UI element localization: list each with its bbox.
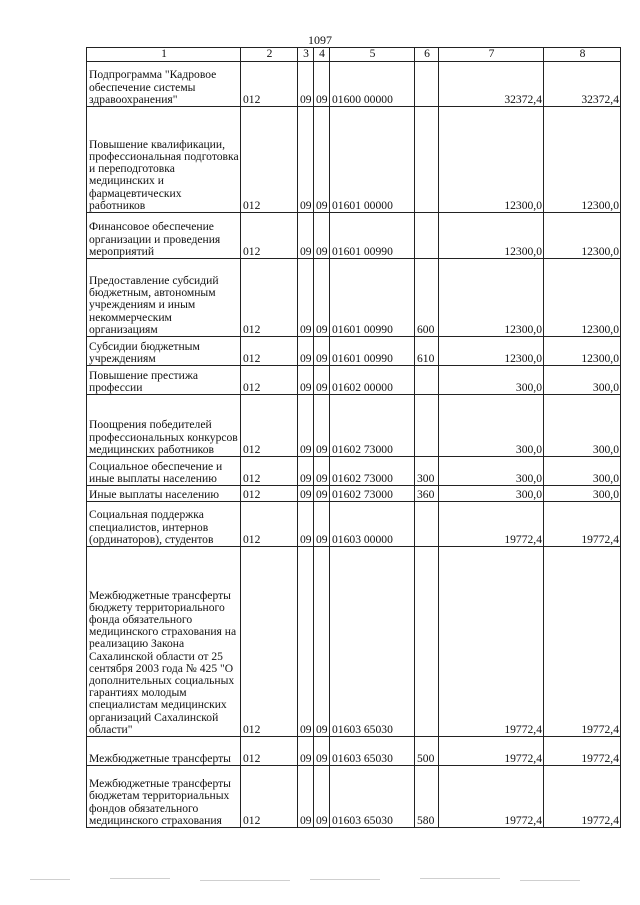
cell-expense-type [415, 502, 439, 547]
page-number: 1097 [308, 33, 332, 47]
cell-amount: 300,0 [439, 395, 544, 457]
cell-section: 09 [298, 107, 314, 213]
cell-name: Финансовое обеспечение организации и проведения мероприятий [87, 213, 241, 259]
column-header: 3 [298, 48, 314, 62]
cell-amount: 12300,0 [544, 259, 621, 337]
cell-section: 09 [298, 337, 314, 366]
cell-name: Поощрения победителей профессиональных конкурсов медицинских работников [87, 395, 241, 457]
cell-target-article: 01602 73000 [330, 395, 415, 457]
cell-amount: 300,0 [439, 457, 544, 486]
scan-noise [0, 876, 640, 884]
cell-expense-type [415, 366, 439, 395]
cell-code: 012 [241, 457, 298, 486]
cell-section: 09 [298, 395, 314, 457]
cell-expense-type [415, 62, 439, 107]
cell-subsection: 09 [314, 259, 330, 337]
table-row [87, 62, 621, 107]
cell-amount: 12300,0 [544, 337, 621, 366]
table-body [87, 48, 621, 828]
table-row [87, 259, 621, 337]
cell-subsection: 09 [314, 395, 330, 457]
cell-expense-type: 500 [415, 737, 439, 766]
column-header: 1 [87, 48, 241, 62]
cell-section: 09 [298, 259, 314, 337]
cell-subsection: 09 [314, 486, 330, 502]
cell-amount: 300,0 [439, 366, 544, 395]
cell-amount: 19772,4 [544, 766, 621, 828]
table-row [87, 107, 621, 213]
cell-amount: 19772,4 [439, 766, 544, 828]
cell-subsection: 09 [314, 766, 330, 828]
cell-code: 012 [241, 337, 298, 366]
cell-section: 09 [298, 766, 314, 828]
cell-amount: 19772,4 [439, 502, 544, 547]
cell-amount: 12300,0 [439, 259, 544, 337]
cell-amount: 300,0 [544, 457, 621, 486]
cell-expense-type: 360 [415, 486, 439, 502]
cell-code: 012 [241, 62, 298, 107]
table-row [87, 547, 621, 737]
table-row [87, 766, 621, 828]
cell-name: Субсидии бюджетным учреждениям [87, 337, 241, 366]
column-header: 8 [544, 48, 621, 62]
table-row [87, 366, 621, 395]
cell-code: 012 [241, 259, 298, 337]
cell-section: 09 [298, 366, 314, 395]
cell-code: 012 [241, 213, 298, 259]
cell-subsection: 09 [314, 457, 330, 486]
cell-amount: 300,0 [544, 395, 621, 457]
cell-section: 09 [298, 547, 314, 737]
column-header: 5 [330, 48, 415, 62]
cell-amount: 300,0 [439, 486, 544, 502]
cell-code: 012 [241, 395, 298, 457]
cell-subsection: 09 [314, 62, 330, 107]
cell-amount: 19772,4 [439, 737, 544, 766]
cell-name: Предоставление субсидий бюджетным, автономным учреждениям и иным некоммерческим организациям [87, 259, 241, 337]
cell-name: Межбюджетные трансферты [87, 737, 241, 766]
cell-subsection: 09 [314, 737, 330, 766]
table-row [87, 737, 621, 766]
cell-section: 09 [298, 62, 314, 107]
cell-name: Межбюджетные трансферты бюджетам территориальных фондов обязательного медицинского страхования [87, 766, 241, 828]
cell-expense-type [415, 547, 439, 737]
cell-expense-type: 600 [415, 259, 439, 337]
cell-section: 09 [298, 213, 314, 259]
table-row [87, 457, 621, 486]
cell-amount: 12300,0 [439, 213, 544, 259]
cell-code: 012 [241, 486, 298, 502]
cell-target-article: 01603 65030 [330, 766, 415, 828]
cell-amount: 32372,4 [439, 62, 544, 107]
cell-name: Подпрограмма "Кадровое обеспечение системы здравоохранения" [87, 62, 241, 107]
cell-target-article: 01601 00000 [330, 107, 415, 213]
cell-code: 012 [241, 766, 298, 828]
cell-target-article: 01603 65030 [330, 547, 415, 737]
cell-code: 012 [241, 366, 298, 395]
cell-expense-type: 580 [415, 766, 439, 828]
column-header: 4 [314, 48, 330, 62]
cell-amount: 19772,4 [439, 547, 544, 737]
cell-section: 09 [298, 457, 314, 486]
cell-name: Повышение квалификации, профессиональная подготовка и переподготовка медицинских и фармацевтических работников [87, 107, 241, 213]
cell-amount: 19772,4 [544, 502, 621, 547]
cell-subsection: 09 [314, 213, 330, 259]
table-row [87, 486, 621, 502]
cell-target-article: 01602 73000 [330, 457, 415, 486]
cell-subsection: 09 [314, 337, 330, 366]
table-row [87, 213, 621, 259]
cell-amount: 300,0 [544, 366, 621, 395]
cell-code: 012 [241, 547, 298, 737]
cell-amount: 300,0 [544, 486, 621, 502]
cell-subsection: 09 [314, 547, 330, 737]
cell-amount: 19772,4 [544, 737, 621, 766]
cell-target-article: 01602 73000 [330, 486, 415, 502]
cell-amount: 12300,0 [544, 107, 621, 213]
cell-expense-type [415, 213, 439, 259]
cell-subsection: 09 [314, 502, 330, 547]
cell-expense-type: 300 [415, 457, 439, 486]
cell-amount: 12300,0 [439, 107, 544, 213]
budget-table [86, 47, 621, 828]
column-header: 7 [439, 48, 544, 62]
cell-section: 09 [298, 486, 314, 502]
cell-expense-type [415, 395, 439, 457]
cell-target-article: 01601 00990 [330, 259, 415, 337]
column-header: 6 [415, 48, 439, 62]
cell-section: 09 [298, 737, 314, 766]
table-row [87, 502, 621, 547]
cell-name: Социальное обеспечение и иные выплаты населению [87, 457, 241, 486]
cell-code: 012 [241, 737, 298, 766]
cell-target-article: 01600 00000 [330, 62, 415, 107]
cell-target-article: 01603 00000 [330, 502, 415, 547]
cell-name: Повышение престижа профессии [87, 366, 241, 395]
cell-amount: 12300,0 [544, 213, 621, 259]
cell-subsection: 09 [314, 107, 330, 213]
cell-expense-type: 610 [415, 337, 439, 366]
cell-target-article: 01602 00000 [330, 366, 415, 395]
table-row [87, 337, 621, 366]
cell-amount: 19772,4 [544, 547, 621, 737]
cell-target-article: 01603 65030 [330, 737, 415, 766]
cell-expense-type [415, 107, 439, 213]
cell-code: 012 [241, 502, 298, 547]
cell-name: Социальная поддержка специалистов, интернов (ординаторов), студентов [87, 502, 241, 547]
cell-target-article: 01601 00990 [330, 337, 415, 366]
header-row [87, 48, 621, 62]
column-header: 2 [241, 48, 298, 62]
cell-name: Иные выплаты населению [87, 486, 241, 502]
cell-target-article: 01601 00990 [330, 213, 415, 259]
table-row [87, 395, 621, 457]
cell-subsection: 09 [314, 366, 330, 395]
cell-amount: 32372,4 [544, 62, 621, 107]
cell-section: 09 [298, 502, 314, 547]
cell-code: 012 [241, 107, 298, 213]
cell-amount: 12300,0 [439, 337, 544, 366]
cell-name: Межбюджетные трансферты бюджету территориального фонда обязательного медицинского страхования на реализацию Закона Сахалинской области от 25 сентября 2003 года № 425 "О дополнительных социальных гарантиях молодым специалистам медицинских организаций Сахалинской области" [87, 547, 241, 737]
